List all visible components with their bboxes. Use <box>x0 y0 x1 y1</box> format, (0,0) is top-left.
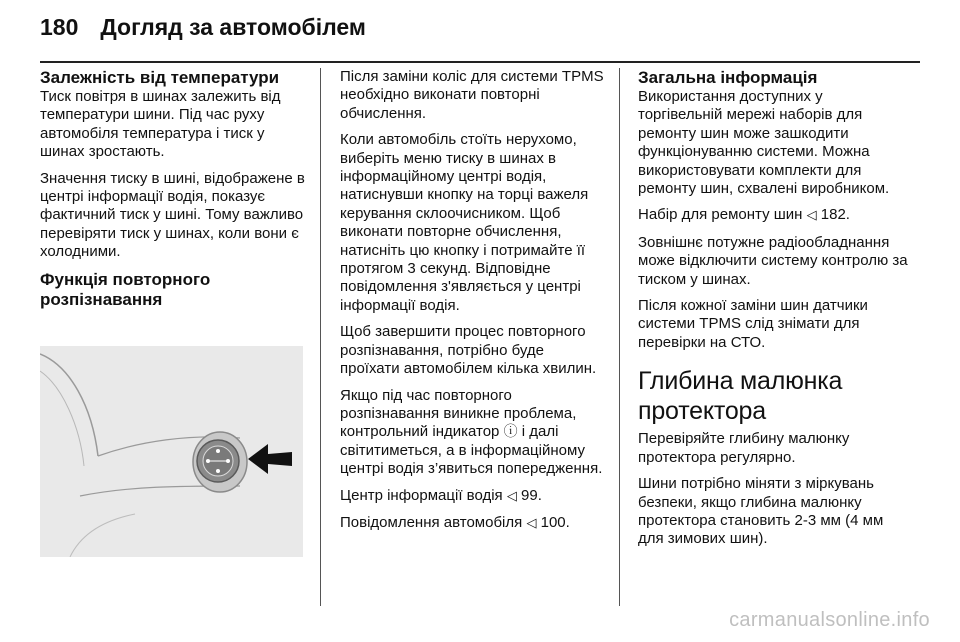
paragraph-text: Якщо під час повторного розпізнавання виникне проблема, контрольний індикатор <box>340 386 577 441</box>
paragraph: Після кожної заміни шин датчики системи TPMS слід знімати для перевірки на СТО. <box>638 297 868 351</box>
section-heading-relearn: Функція повторного розпізнавання <box>40 269 211 309</box>
paragraph: Коли автомобіль стоїть нерухомо, виберіть меню тиску в шинах в інформаційному центрі водія, натиснувши кнопку на торці важеля керування склоочисником. Щоб виконати повторне обчислення, натисніть цю кнопку і потримайте її протягом 3 секунд. Відповідне повідомлення з'являється у центрі інформації водія. <box>340 131 589 314</box>
page-header <box>40 14 366 41</box>
wiper-lever-button-illustration <box>40 346 303 557</box>
cross-reference <box>340 514 604 533</box>
column-divider-2 <box>619 68 620 606</box>
reference-arrow-icon: ◁ <box>526 515 537 531</box>
paragraph <box>340 387 604 479</box>
paragraph-text: і далі світитиметься, а в інформаційному центрі водія з’явиться попередження. <box>340 423 603 478</box>
cross-reference <box>638 206 908 225</box>
button-dot-icon <box>216 469 220 473</box>
column-2 <box>340 68 604 541</box>
reference-arrow-icon: ◁ <box>806 208 817 224</box>
header-rule <box>40 61 920 63</box>
section-heading-general-info: Загальна інформація <box>638 68 818 87</box>
watermark: carmanualsonline.info <box>729 609 930 631</box>
button-dot-icon <box>216 449 220 453</box>
column-1 <box>40 68 308 310</box>
reference-arrow-icon: ◁ <box>506 488 517 504</box>
reference-text: Центр інформації водія <box>340 486 503 504</box>
column-3 <box>638 68 908 557</box>
paragraph: Перевіряйте глибину малюнку протектора регулярно. <box>638 430 850 466</box>
paragraph: Зовнішнє потужне радіообладнання може відключити систему контролю за тиском у шинах. <box>638 233 908 288</box>
reference-page[interactable]: 99. <box>521 486 542 504</box>
paragraph: Шини потрібно міняти з міркувань безпеки, якщо глибина малюнку протектора становить 2-3 мм (4 мм для зимових шин). <box>638 475 884 548</box>
paragraph: Використання доступних у торгівельній мережі наборів для ремонту шин може зашкодити функціонуванню системи. Можна використовувати комплекти для ремонту шин, схвалені виробником. <box>638 88 890 198</box>
section-heading-temperature: Залежність від температури <box>40 68 280 87</box>
column-divider-1 <box>320 68 321 606</box>
paragraph: Щоб завершити процес повторного розпізнавання, потрібно буде проїхати автомобілем кілька хвилин. <box>340 323 597 378</box>
paragraph: Після заміни коліс для системи TPMS необхідно виконати повторні обчислення. <box>340 68 604 122</box>
section-heading-tread-depth: Глибина малюнка протектора <box>638 367 843 426</box>
paragraph: Значення тиску в шині, відображене в центрі інформації водія, показує фактичний тиск у шині. Тому важливо перевіряти тиск у шинах, коли вони є холодними. <box>40 169 305 261</box>
reference-page[interactable]: 100. <box>540 513 570 531</box>
paragraph: Тиск повітря в шинах залежить від температури шини. Під час руху автомобіля температура і тиск у шинах зростають. <box>40 88 281 161</box>
reference-text: Повідомлення автомобіля <box>340 513 523 531</box>
warning-indicator-icon: ⓘ <box>503 424 518 441</box>
cross-reference <box>340 487 604 506</box>
reference-page[interactable]: 182. <box>820 206 850 224</box>
page-number: 180 <box>40 14 79 40</box>
reference-text: Набір для ремонту шин <box>638 206 803 224</box>
page-title: Догляд за автомобілем <box>100 14 366 40</box>
